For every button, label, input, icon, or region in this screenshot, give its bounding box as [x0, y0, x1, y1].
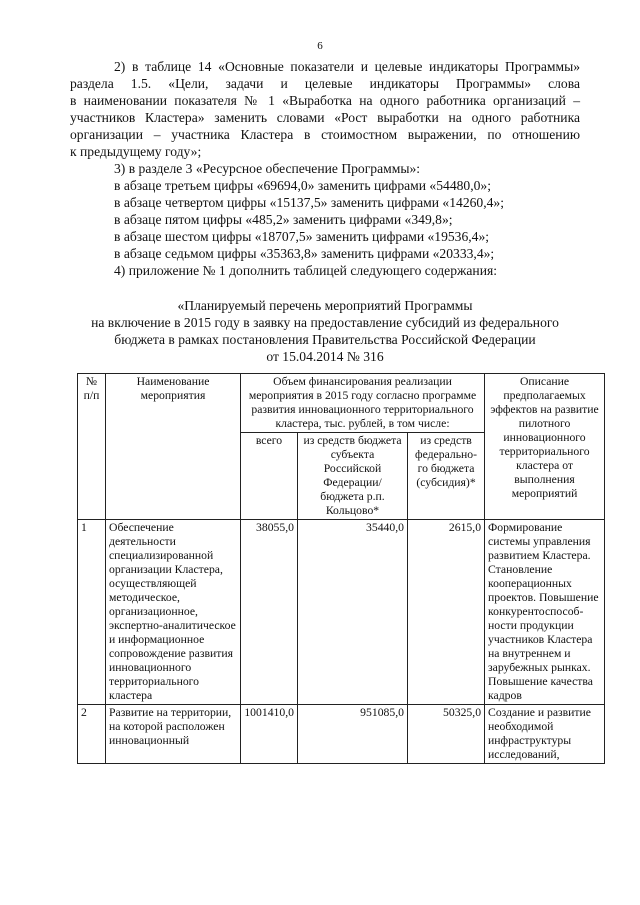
header-federal-budget: из средств федерально-го бюджета (субсидия)* [408, 433, 485, 520]
header-effects: Описание предполагаемых эффектов на развитие пилотного инновационного территориального кластера от выполнения мероприятий [485, 374, 605, 520]
header-funding: Объем финансирования реализации мероприятия в 2015 году согласно программе развития инновационного территориального кластера, тыс. рублей, в том числе: [241, 374, 485, 433]
page-bottom-margin [0, 836, 640, 905]
item-2-line-6: к предыдущему году»; [70, 144, 202, 159]
row-measure-name: Развитие на территории, на которой расположен инновационный [106, 705, 241, 764]
paragraph-5-change: в абзаце пятом цифры «485,2» заменить цифрами «349,8»; [114, 212, 453, 227]
row-total: 38055,0 [241, 520, 298, 705]
table-title-line-4: от 15.04.2014 № 316 [266, 349, 384, 364]
header-regional-budget: из средств бюджета субъекта Российской Федерации/ бюджета р.п. Кольцово* [298, 433, 408, 520]
table-title-line-2: на включение в 2015 году в заявку на предоставление субсидий из федерального [91, 315, 559, 330]
amendments-text [70, 58, 580, 279]
row-number: 1 [78, 520, 106, 705]
table-row [78, 520, 605, 705]
row-effects: Формирование системы управления развитием Кластера. Становление кооперационных проектов. Повышение конкурентоспособ-ности продукции участников Кластера на внутреннем и зарубежных рынках. Повышение качества кадров [485, 520, 605, 705]
row-total: 1001410,0 [241, 705, 298, 764]
row-federal: 50325,0 [408, 705, 485, 764]
paragraph-3-change: в абзаце третьем цифры «69694,0» заменить цифрами «54480,0»; [114, 178, 491, 193]
table-title-line-3: бюджета в рамках постановления Правительства Российской Федерации [114, 332, 536, 347]
row-federal: 2615,0 [408, 520, 485, 705]
item-2-line-3: в наименовании показателя № 1 «Выработка на одного работника организаций – [70, 93, 580, 108]
item-4: 4) приложение № 1 дополнить таблицей следующего содержания: [114, 263, 498, 278]
item-2-line-5: организации – участника Кластера в стоимостном выражении, по отношению [70, 127, 580, 142]
item-2-line-4: участников Кластера» заменить словами «Рост выработки на одного работника [70, 110, 580, 125]
measures-table [77, 373, 605, 764]
table-title [70, 297, 580, 365]
row-effects: Создание и развитие необходимой инфраструктуры исследований, [485, 705, 605, 764]
header-total: всего [241, 433, 298, 520]
table-header-row [78, 374, 605, 433]
paragraph-4-change: в абзаце четвертом цифры «15137,5» заменить цифрами «14260,4»; [114, 195, 504, 210]
table-row [78, 705, 605, 764]
header-number: № п/п [78, 374, 106, 520]
header-measure-name: Наименование мероприятия [106, 374, 241, 520]
table-title-line-1: «Планируемый перечень мероприятий Программы [177, 298, 473, 313]
row-regional: 35440,0 [298, 520, 408, 705]
row-regional: 951085,0 [298, 705, 408, 764]
paragraph-7-change: в абзаце седьмом цифры «35363,8» заменить цифрами «20333,4»; [114, 246, 495, 261]
paragraph-6-change: в абзаце шестом цифры «18707,5» заменить цифрами «19536,4»; [114, 229, 490, 244]
item-3: 3) в разделе 3 «Ресурсное обеспечение Программы»: [114, 161, 421, 176]
page-number: 6 [317, 40, 323, 52]
item-2-line-1: 2) в таблице 14 «Основные показатели и целевые индикаторы Программы» [114, 59, 580, 74]
item-2-line-2: раздела 1.5. «Цели, задачи и целевые индикаторы Программы» слова [70, 76, 580, 91]
row-number: 2 [78, 705, 106, 764]
row-measure-name: Обеспечение деятельности специализированной организации Кластера, осуществляющей методическое, организационное, экспертно-аналитическое и информационное сопровождение развития инновационного территориального кластера [106, 520, 241, 705]
